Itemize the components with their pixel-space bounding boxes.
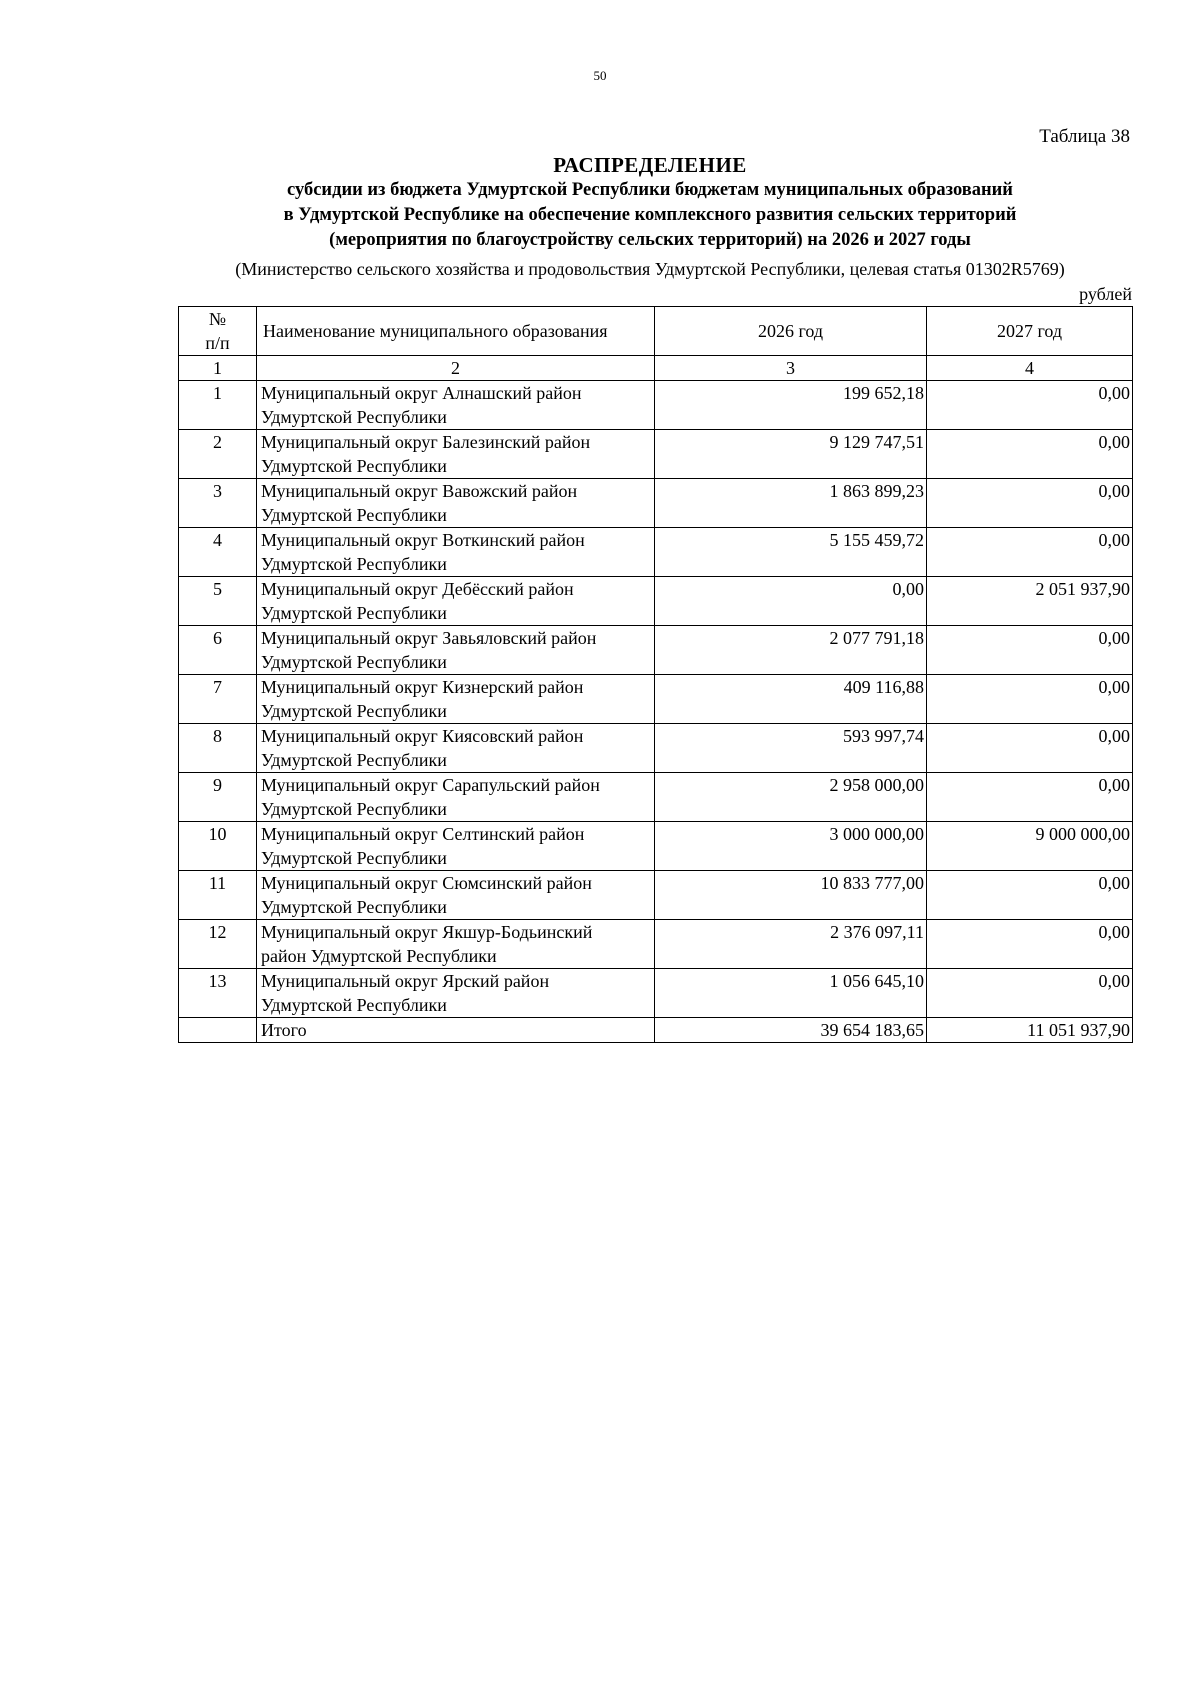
table-row [179,724,1133,773]
table-row [179,871,1133,920]
municipality-name-line-2: Удмуртской Республики [261,652,447,672]
amount-2026: 9 129 747,51 [655,430,927,479]
amount-2027: 0,00 [927,626,1133,675]
row-number: 4 [179,528,257,577]
municipality-name-line-2: Удмуртской Республики [261,897,447,917]
row-number: 10 [179,822,257,871]
page-number: 50 [593,68,607,83]
table-label: Таблица 38 [1039,126,1130,147]
amount-2027: 0,00 [927,773,1133,822]
table-row [179,822,1133,871]
total-2027: 11 051 937,90 [927,1018,1133,1043]
municipality-name [257,773,655,822]
row-number: 7 [179,675,257,724]
municipality-name [257,724,655,773]
municipality-name-line-2: Удмуртской Республики [261,750,447,770]
table-row [179,577,1133,626]
amount-2026: 199 652,18 [655,381,927,430]
amount-2026: 10 833 777,00 [655,871,927,920]
municipality-name [257,822,655,871]
column-number-row [179,356,1133,381]
amount-2027: 0,00 [927,675,1133,724]
row-number: 1 [179,381,257,430]
column-number: 4 [927,356,1133,381]
total-row [179,1018,1133,1043]
municipality-name [257,577,655,626]
row-number: 9 [179,773,257,822]
heading-subtitle-line-1: субсидии из бюджета Удмуртской Республики бюджетам муниципальных образований [287,180,1013,200]
municipality-name-line-2: Удмуртской Республики [261,701,447,721]
row-number: 11 [179,871,257,920]
municipality-name [257,871,655,920]
header-number [179,307,257,356]
table-row [179,920,1133,969]
amount-2027: 9 000 000,00 [927,822,1133,871]
municipality-name-line-2: Удмуртской Республики [261,848,447,868]
table-row [179,773,1133,822]
row-number: 12 [179,920,257,969]
amount-2027: 0,00 [927,920,1133,969]
amount-2026: 2 077 791,18 [655,626,927,675]
municipality-name-line-2: Удмуртской Республики [261,505,447,525]
municipality-name [257,430,655,479]
total-label: Итого [257,1018,655,1043]
municipality-name-line-1: Муниципальный округ Воткинский район [261,530,585,550]
amount-2027: 0,00 [927,724,1133,773]
table-row [179,675,1133,724]
heading-subtitle-line-3: (мероприятия по благоустройству сельских территорий) на 2026 и 2027 годы [329,230,971,250]
municipality-name-line-1: Муниципальный округ Вавожский район [261,481,578,501]
column-number: 2 [257,356,655,381]
municipality-name-line-1: Муниципальный округ Якшур-Бодьинский [261,922,593,942]
municipality-name-line-1: Муниципальный округ Сарапульский район [261,775,600,795]
amount-2027: 0,00 [927,969,1133,1018]
table-header-row [179,307,1133,356]
municipality-name-line-2: Удмуртской Республики [261,603,447,623]
municipality-name-line-1: Муниципальный округ Киясовский район [261,726,584,746]
amount-2026: 593 997,74 [655,724,927,773]
municipality-name-line-2: Удмуртской Республики [261,799,447,819]
row-number: 2 [179,430,257,479]
row-number: 3 [179,479,257,528]
municipality-name-line-1: Муниципальный округ Завьяловский район [261,628,597,648]
municipality-name-line-1: Муниципальный округ Дебёсский район [261,579,574,599]
units-label: рублей [1079,284,1132,304]
amount-2026: 2 376 097,11 [655,920,927,969]
municipality-name-line-2: Удмуртской Республики [261,995,447,1015]
amount-2026: 5 155 459,72 [655,528,927,577]
municipality-name-line-2: Удмуртской Республики [261,407,447,427]
amount-2027: 0,00 [927,479,1133,528]
amount-2026: 1 863 899,23 [655,479,927,528]
amount-2026: 409 116,88 [655,675,927,724]
row-number: 6 [179,626,257,675]
municipality-name-line-1: Муниципальный округ Кизнерский район [261,677,584,697]
municipality-name-line-1: Муниципальный округ Ярский район [261,971,550,991]
amount-2027: 0,00 [927,381,1133,430]
municipality-name [257,920,655,969]
heading-title: РАСПРЕДЕЛЕНИЕ [553,153,747,177]
municipality-name [257,479,655,528]
municipality-name-line-1: Муниципальный округ Селтинский район [261,824,585,844]
amount-2026: 0,00 [655,577,927,626]
amount-2027: 0,00 [927,430,1133,479]
document-heading [170,152,1130,282]
municipality-name-line-2: Удмуртской Республики [261,456,447,476]
municipality-name [257,528,655,577]
table-row [179,626,1133,675]
header-name: Наименование муниципального образования [257,307,655,356]
municipality-name [257,626,655,675]
row-number: 13 [179,969,257,1018]
amount-2027: 0,00 [927,528,1133,577]
table-row [179,528,1133,577]
municipality-name [257,381,655,430]
table-row [179,430,1133,479]
municipality-name [257,675,655,724]
amount-2026: 2 958 000,00 [655,773,927,822]
total-empty-cell [179,1018,257,1043]
table-row [179,381,1133,430]
amount-2026: 1 056 645,10 [655,969,927,1018]
municipality-name-line-2: район Удмуртской Республики [261,946,497,966]
distribution-table [178,306,1133,1043]
header-2027: 2027 год [927,307,1133,356]
heading-note: (Министерство сельского хозяйства и продовольствия Удмуртской Республики, целевая статья 01302R5769) [235,259,1065,279]
table-row [179,479,1133,528]
municipality-name-line-2: Удмуртской Республики [261,554,447,574]
column-number: 1 [179,356,257,381]
row-number: 5 [179,577,257,626]
row-number: 8 [179,724,257,773]
header-2026: 2026 год [655,307,927,356]
amount-2027: 2 051 937,90 [927,577,1133,626]
column-number: 3 [655,356,927,381]
amount-2027: 0,00 [927,871,1133,920]
amount-2026: 3 000 000,00 [655,822,927,871]
total-2026: 39 654 183,65 [655,1018,927,1043]
municipality-name-line-1: Муниципальный округ Балезинский район [261,432,591,452]
header-number-line-1: № [208,309,227,329]
table-row [179,969,1133,1018]
municipality-name [257,969,655,1018]
municipality-name-line-1: Муниципальный округ Сюмсинский район [261,873,592,893]
municipality-name-line-1: Муниципальный округ Алнашский район [261,383,582,403]
heading-subtitle-line-2: в Удмуртской Республике на обеспечение комплексного развития сельских территорий [283,205,1017,225]
header-number-line-2: п/п [205,333,230,353]
